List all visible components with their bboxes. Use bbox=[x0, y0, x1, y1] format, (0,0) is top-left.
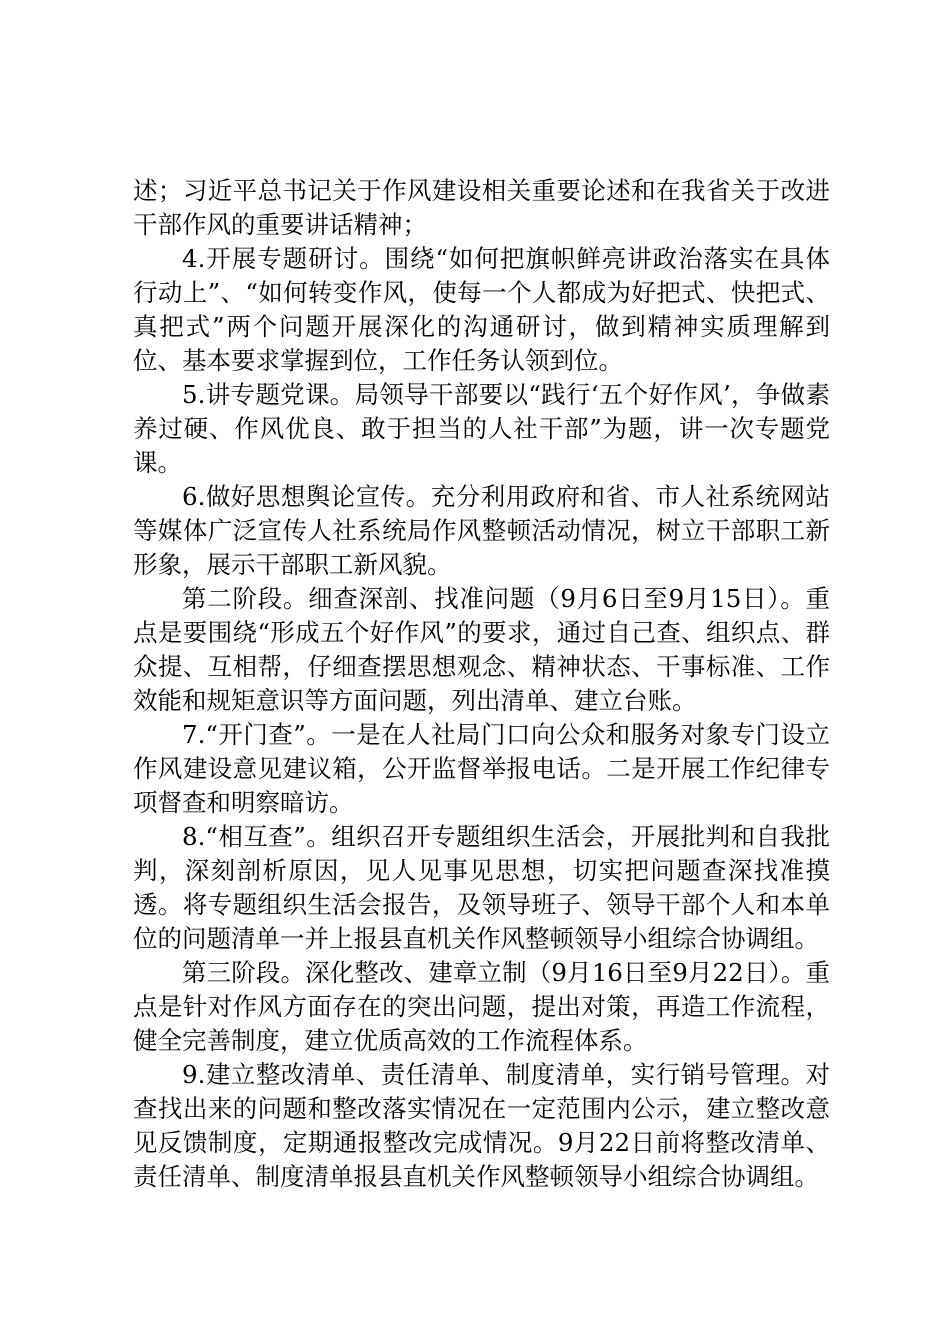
paragraph-item-8: 8.“相互查”。组织召开专题组织生活会，开展批判和自我批判，深刻剖析原因，见人见事见思想，切实把问题查深找准摸透。将专题组织生活会报告，及领导班子、领导干部个人和本单位的问题清单一并上报县直机关作风整顿领导小组综合协调组。 bbox=[133, 822, 830, 953]
document-body bbox=[133, 174, 830, 1194]
paragraph-stage-3: 第三阶段。深化整改、建章立制（9月16日至9月22日）。重点是针对作风方面存在的突出问题，提出对策，再造工作流程，健全完善制度，建立优质高效的工作流程体系。 bbox=[133, 958, 830, 1055]
paragraph-stage-2: 第二阶段。细查深剖、找准问题（9月6日至9月15日）。重点是要围绕“形成五个好作风”的要求，通过自己查、组织点、群众提、互相帮，仔细查摆思想观念、精神状态、干事标准、工作效能和规矩意识等方面问题，列出清单、建立台账。 bbox=[133, 584, 830, 715]
paragraph-item-6: 6.做好思想舆论宣传。充分利用政府和省、市人社系统网站等媒体广泛宣传人社系统局作风整顿活动情况，树立干部职工新形象，展示干部职工新风貌。 bbox=[133, 482, 830, 579]
paragraph-item-7: 7.“开门查”。一是在人社局门口向公众和服务对象专门设立作风建设意见建议箱，公开监督举报电话。二是开展工作纪律专项督查和明察暗访。 bbox=[133, 720, 830, 817]
paragraph-intro-continuation: 述；习近平总书记关于作风建设相关重要论述和在我省关于改进干部作风的重要讲话精神； bbox=[133, 176, 830, 239]
paragraph-item-5: 5.讲专题党课。局领导干部要以“践行‘五个好作风’，争做素养过硬、作风优良、敢于担当的人社干部”为题，讲一次专题党课。 bbox=[133, 380, 830, 477]
paragraph-item-9: 9.建立整改清单、责任清单、制度清单，实行销号管理。对查找出来的问题和整改落实情况在一定范围内公示，建立整改意见反馈制度，定期通报整改完成情况。9月22日前将整改清单、责任清单、制度清单报县直机关作风整顿领导小组综合协调组。 bbox=[133, 1060, 830, 1191]
paragraph-item-4: 4.开展专题研讨。围绕“如何把旗帜鲜亮讲政治落实在具体行动上”、“如何转变作风，使每一个人都成为好把式、快把式、真把式”两个问题开展深化的沟通研讨，做到精神实质理解到位、基本要求掌握到位，工作任务认领到位。 bbox=[133, 244, 830, 375]
